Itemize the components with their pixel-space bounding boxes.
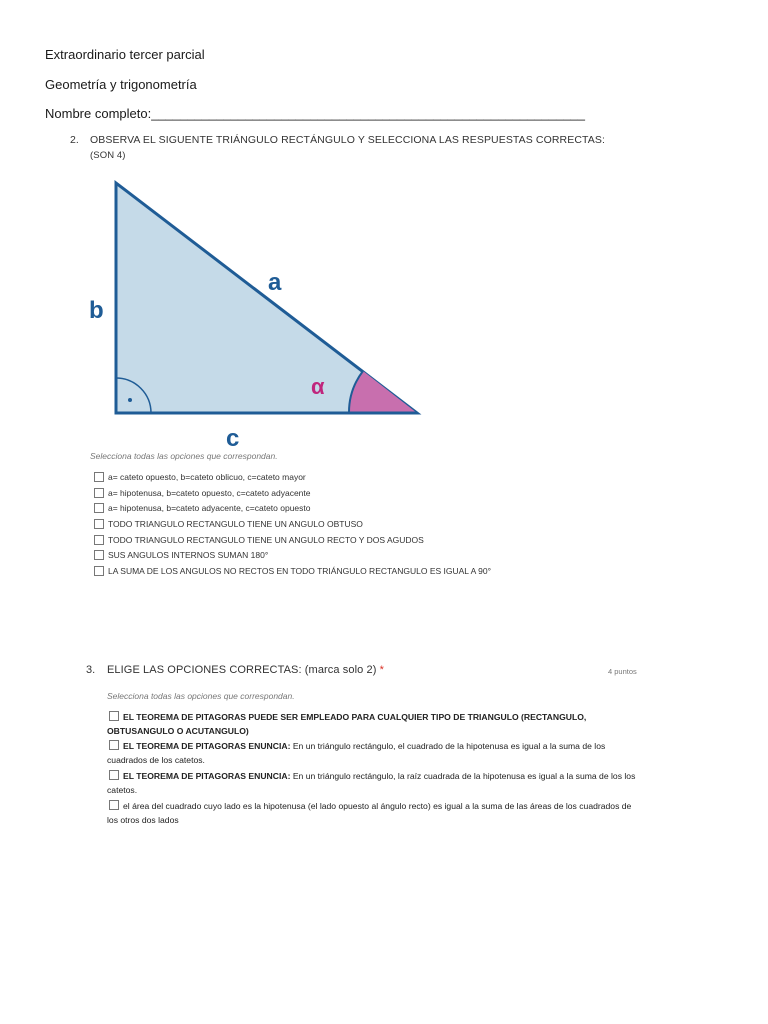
option-label: TODO TRIANGULO RECTANGULO TIENE UN ANGULO OBTUSO (108, 518, 363, 529)
side-label-a: a (268, 269, 282, 296)
checkbox[interactable] (109, 711, 119, 721)
option-label: a= hipotenusa, b=cateto adyacente, c=cateto opuesto (108, 502, 311, 513)
option-label: SUS ANGULOS INTERNOS SUMAN 180° (108, 549, 269, 560)
question-2-option[interactable] (94, 470, 306, 483)
checkbox[interactable] (94, 503, 104, 513)
option-text: En un triángulo rectángulo, el cuadrado de la hipotenusa es igual a la suma de los cuadrados de los catetos. (107, 741, 606, 765)
option-label: TODO TRIANGULO RECTANGULO TIENE UN ANGULO RECTO Y DOS AGUDOS (108, 534, 424, 545)
required-asterisk: * (379, 664, 385, 676)
question-2-option[interactable] (94, 486, 311, 499)
checkbox[interactable] (94, 566, 104, 576)
question-2-text: OBSERVA EL SIGUENTE TRIÁNGULO RECTÁNGULO Y SELECCIONA LAS RESPUESTAS CORRECTAS: (90, 134, 605, 146)
question-3-option[interactable] (107, 739, 637, 767)
checkbox[interactable] (94, 535, 104, 545)
option-bold-text: EL TEOREMA DE PITAGORAS PUEDE SER EMPLEADO PARA CUALQUIER TIPO DE TRIANGULO (RECTANGULO, OBTUSANGULO O ACUTANGULO) (107, 712, 587, 736)
checkbox[interactable] (94, 550, 104, 560)
option-label: LA SUMA DE LOS ANGULOS NO RECTOS EN TODO TRIÁNGULO RECTANGULO ES IGUAL A 90° (108, 565, 492, 576)
header-title: Extraordinario tercer parcial (45, 47, 205, 62)
side-label-c: c (226, 425, 240, 452)
question-2-option[interactable] (94, 501, 311, 514)
option-text: En un triángulo rectángulo, la raíz cuadrada de la hipotenusa es igual a la suma de los los catetos. (107, 771, 636, 795)
question-3-title (107, 664, 384, 676)
checkbox[interactable] (109, 770, 119, 780)
right-triangle-figure (0, 160, 768, 460)
question-2-option[interactable] (94, 517, 363, 530)
question-3-option[interactable] (107, 769, 637, 797)
question-3-number: 3. (86, 664, 96, 676)
option-bold-text: EL TEOREMA DE PITAGORAS ENUNCIA: (123, 771, 291, 781)
question-2-option[interactable] (94, 533, 424, 546)
question-3-option[interactable] (107, 799, 637, 827)
question-2-option[interactable] (94, 548, 268, 561)
question-2-number: 2. (70, 134, 79, 146)
checkbox[interactable] (94, 488, 104, 498)
checkbox[interactable] (94, 472, 104, 482)
question-3-text: ELIGE LAS OPCIONES CORRECTAS: (marca solo 2) (107, 664, 377, 676)
header-name-field: Nombre completo:____________________________________________________________ (45, 106, 586, 121)
checkbox[interactable] (109, 800, 119, 810)
question-3-hint: Selecciona todas las opciones que correspondan. (107, 691, 295, 701)
question-3-points: 4 puntos (608, 667, 637, 676)
angle-label-alpha: α (311, 374, 325, 399)
question-2-hint: Selecciona todas las opciones que correspondan. (90, 451, 278, 461)
header-subject: Geometría y trigonometría (45, 77, 197, 92)
option-label: a= cateto opuesto, b=cateto oblicuo, c=cateto mayor (108, 471, 306, 482)
option-text: el área del cuadrado cuyo lado es la hipotenusa (el lado opuesto al ángulo recto) es igual a la suma de las áreas de los cuadrados de los otros dos lados (107, 801, 632, 825)
question-2-subtext: (SON 4) (90, 150, 126, 161)
option-bold-text: EL TEOREMA DE PITAGORAS ENUNCIA: (123, 741, 291, 751)
question-3-option[interactable] (107, 710, 637, 738)
side-label-b: b (89, 297, 104, 324)
option-label: a= hipotenusa, b=cateto opuesto, c=cateto adyacente (108, 487, 311, 498)
checkbox[interactable] (109, 740, 119, 750)
question-2-option[interactable] (94, 564, 491, 577)
checkbox[interactable] (94, 519, 104, 529)
